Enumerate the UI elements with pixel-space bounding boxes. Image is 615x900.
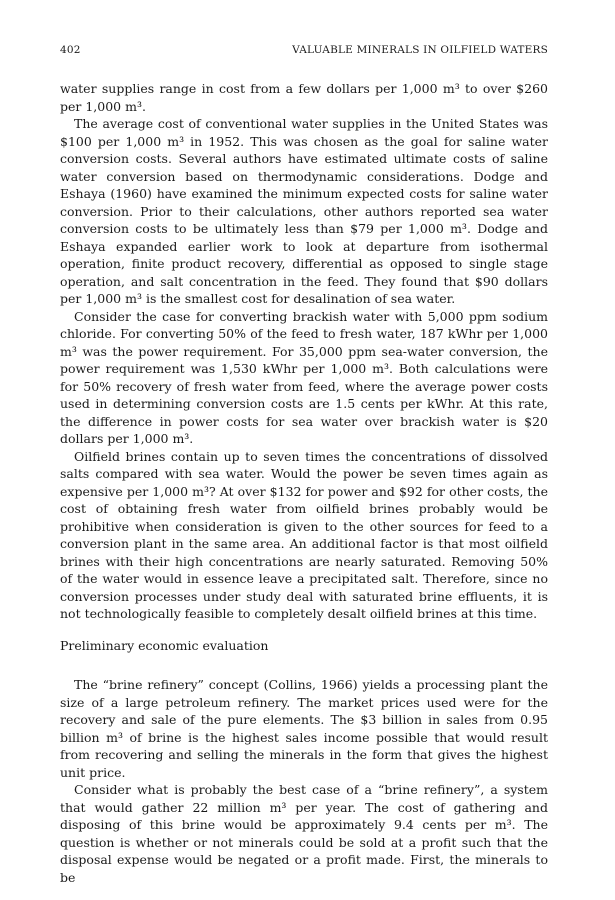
page-number: 402 [60,44,81,56]
section-heading: Preliminary economic evaluation [60,637,269,653]
paragraph-brine-refinery: The “brine refinery” concept (Collins, 1966) yields a processing plant the size of a large petroleum refinery. The market prices used were for the recovery and sale of the pure elements. The $3 billion in sales from 0.95 billion m³ of brine is the highest sales income possible that would result from recovering and selling the minerals in the form that gives the highest unit price. [60,677,548,780]
paragraph-continuation: water supplies range in cost from a few dollars per 1,000 m³ to over $260 per 1,000 m³. [60,81,548,114]
paragraph-best-case: Consider what is probably the best case of a “brine refinery”, a system that would gather 22 million m³ per year. The cost of gathering and disposing of this brine would be approximately 9.4 cents per m³. The question is whether or not minerals could be sold at a profit such that the disposal expense would be negated or a profit made. First, the minerals to be [60,782,548,885]
running-title: VALUABLE MINERALS IN OILFIELD WATERS [292,44,548,56]
paragraph-brackish-water: Consider the case for converting brackish water with 5,000 ppm sodium chloride. For converting 50% of the feed to fresh water, 187 kWhr per 1,000 m³ was the power requirement. For 35,000 ppm sea-water conversion, the power requirement was 1,530 kWhr per 1,000 m³. Both calculations were for 50% recovery of fresh water from feed, where the average power costs used in determining conversion costs are 1.5 cents per kWhr. At this rate, the difference in power costs for sea water over brackish water is $20 dollars per 1,000 m³. [60,308,548,446]
body-text [60,80,548,886]
paragraph-oilfield-brines: Oilfield brines contain up to seven times the concentrations of dissolved salts compared with sea water. Would the power be seven times again as expensive per 1,000 m³? At over $132 for power and $92 for other costs, the cost of obtaining fresh water from oilfield brines probably would be prohibitive when consideration is given to the other sources for feed to a conversion plant in the same area. An additional factor is that most oilfield brines with their high concentrations are nearly saturated. Removing 50% of the water would in essence leave a precipitated salt. Therefore, since no conversion processes under study deal with saturated brine effluents, it is not technologically feasible to completely desalt oilfield brines at this time. [60,448,548,621]
running-head [60,44,548,60]
document-page [60,0,548,900]
paragraph-conversion-costs: The average cost of conventional water supplies in the United States was $100 per 1,000 m³ in 1952. This was chosen as the goal for saline water conversion costs. Several authors have estimated ultimate costs of saline water conversion based on thermodynamic considerations. Dodge and Eshaya (1960) have examined the minimum expected costs for saline water conversion. Prior to their calculations, other authors reported sea water conversion costs to be ultimately less than $79 per 1,000 m³. Dodge and Eshaya expanded earlier work to look at departure from isothermal operation, finite product recovery, differential as opposed to single stage operation, and salt concentration in the feed. They found that $90 dollars per 1,000 m³ is the smallest cost for desalination of sea water. [60,116,548,306]
